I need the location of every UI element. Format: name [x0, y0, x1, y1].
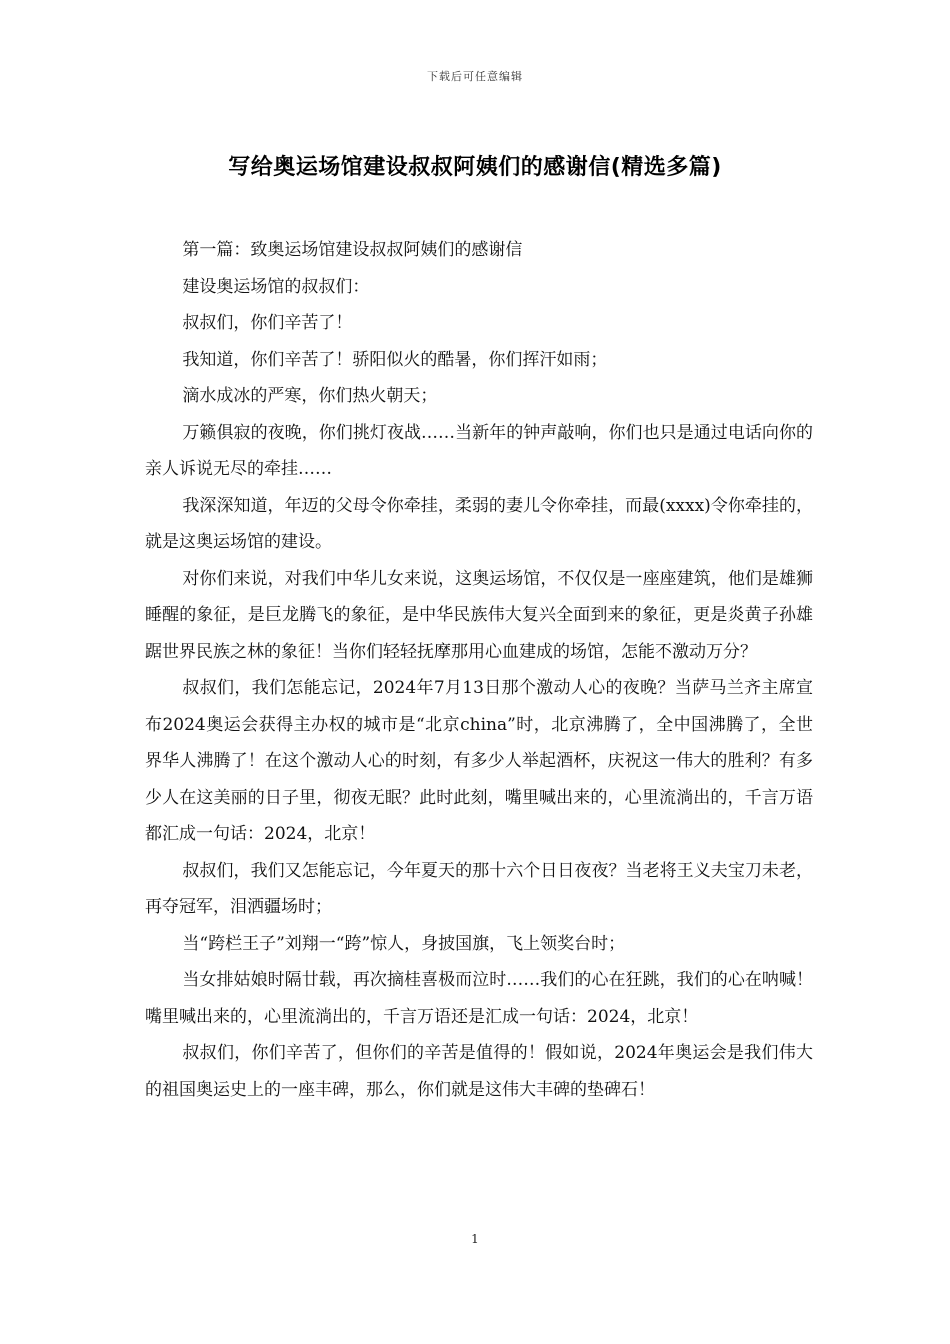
header-note: 下载后可任意编辑	[427, 70, 523, 83]
document-body	[145, 232, 813, 1108]
paragraph: 第一篇：致奥运场馆建设叔叔阿姨们的感谢信	[182, 240, 523, 260]
document-title: 写给奥运场馆建设叔叔阿姨们的感谢信(精选多篇)	[228, 155, 722, 180]
paragraph: 叔叔们，我们怎能忘记，2024年7月13日那个激动人心的夜晚？当萨马兰齐主席宣布2024奥运会获得主办权的城市是“北京china”时，北京沸腾了，全中国沸腾了，全世界华人沸腾了！在这个激动人心的时刻，有多少人举起酒杯，庆祝这一伟大的胜利？有多少人在这美丽的日子里，彻夜无眠？此时此刻，嘴里喊出来的，心里流淌出的，千言万语都汇成一句话：2024，北京！	[145, 678, 813, 844]
paragraph: 对你们来说，对我们中华儿女来说，这奥运场馆，不仅仅是一座座建筑，他们是雄狮睡醒的象征，是巨龙腾飞的象征，是中华民族伟大复兴全面到来的象征，更是炎黄子孙雄踞世界民族之林的象征！当你们轻轻抚摩那用心血建成的场馆，怎能不激动万分？	[145, 568, 813, 662]
paragraph: 当女排姑娘时隔廿载，再次摘桂喜极而泣时……我们的心在狂跳，我们的心在呐喊！嘴里喊出来的，心里流淌出的，千言万语还是汇成一句话：2024，北京！	[145, 970, 813, 1027]
page-number: 1	[471, 1232, 479, 1246]
paragraph: 建设奥运场馆的叔叔们：	[182, 276, 370, 297]
paragraph: 叔叔们，你们辛苦了！	[182, 313, 353, 333]
paragraph: 我深深知道，年迈的父母令你牵挂，柔弱的妻儿令你牵挂，而最(xxxx)令你牵挂的，就是这奥运场馆的建设。	[145, 495, 813, 552]
paragraph: 万籁俱寂的夜晚，你们挑灯夜战……当新年的钟声敲响，你们也只是通过电话向你的亲人诉说无尽的牵挂……	[145, 422, 813, 479]
paragraph: 叔叔们，我们又怎能忘记，今年夏天的那十六个日日夜夜？当老将王义夫宝刀未老，再夺冠军，泪洒疆场时；	[145, 860, 813, 917]
paragraph: 当“跨栏王子”刘翔一“跨”惊人，身披国旗，飞上领奖台时；	[182, 933, 626, 954]
paragraph: 滴水成冰的严寒，你们热火朝天；	[182, 386, 438, 406]
paragraph: 叔叔们，你们辛苦了，但你们的辛苦是值得的！假如说，2024年奥运会是我们伟大的祖国奥运史上的一座丰碑，那么，你们就是这伟大丰碑的垫碑石！	[145, 1043, 813, 1100]
paragraph: 我知道，你们辛苦了！骄阳似火的酷暑，你们挥汗如雨；	[182, 349, 608, 370]
